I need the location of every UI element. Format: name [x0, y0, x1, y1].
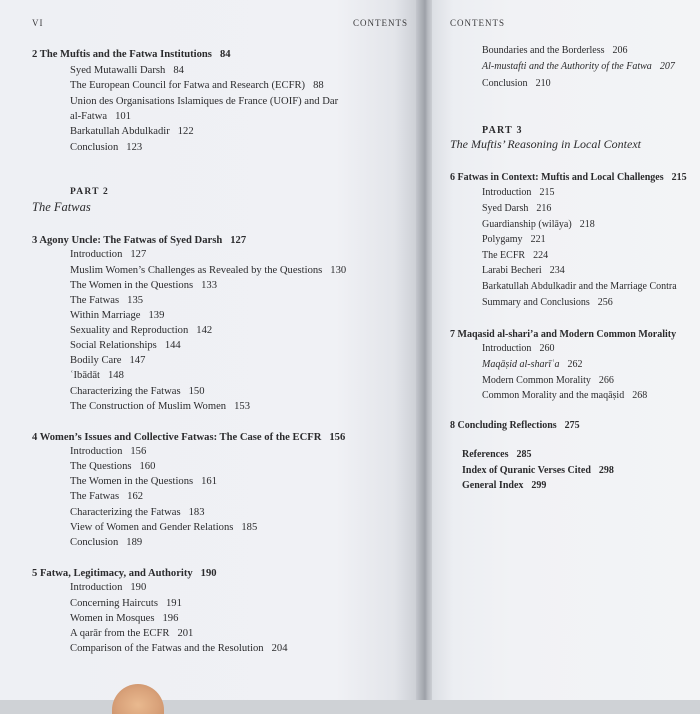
running-head-right: CONTENTS [450, 18, 505, 28]
part-2-label: PART 2 [70, 187, 109, 197]
toc-entry: Comparison of the Fatwas and the Resolution 204 [70, 643, 288, 654]
chapter-2-heading: 2 The Muftis and the Fatwa Institutions 84 [32, 49, 231, 60]
toc-entry: Concerning Haircuts 191 [70, 598, 182, 609]
toc-entry: The Women in the Questions 161 [70, 476, 218, 487]
toc-entry: The Fatwas 135 [70, 295, 144, 306]
toc-entry: The Construction of Muslim Women 153 [70, 401, 250, 412]
toc-entry: Conclusion 189 [70, 537, 143, 548]
toc-entry: Common Morality and the maqāṣid 268 [482, 390, 648, 401]
toc-entry: A qarār from the ECFR 201 [70, 628, 194, 639]
toc-entry: Guardianship (wilāya) 218 [482, 219, 595, 230]
running-head-left: CONTENTS [353, 18, 408, 28]
toc-entry: View of Women and Gender Relations 185 [70, 522, 258, 533]
toc-entry: Muslim Women’s Challenges as Revealed by the Questions 130 [70, 265, 347, 276]
part-2-title: The Fatwas [32, 200, 91, 214]
toc-entry: ʿIbādāt 148 [70, 370, 124, 381]
toc-entry: al-Fatwa 101 [70, 111, 131, 122]
backmatter-entry: Index of Quranic Verses Cited 298 [462, 465, 614, 476]
toc-entry: Larabi Becheri 234 [482, 265, 565, 276]
toc-entry: Sexuality and Reproduction 142 [70, 325, 213, 336]
toc-entry: Modern Common Morality 266 [482, 375, 614, 386]
toc-entry: Introduction 127 [70, 249, 147, 260]
backmatter-entry: References 285 [462, 449, 532, 460]
toc-entry: Introduction 215 [482, 187, 555, 198]
toc-entry: Barkatullah Abdulkadir and the Marriage Contra [482, 281, 677, 292]
right-page [432, 0, 700, 700]
toc-entry: Al-mustafti and the Authority of the Fatwa 207 [482, 61, 675, 72]
toc-entry: Boundaries and the Borderless 206 [482, 45, 628, 56]
toc-entry: Social Relationships 144 [70, 340, 181, 351]
toc-entry: Within Marriage 139 [70, 310, 165, 321]
toc-entry: The European Council for Fatwa and Research (ECFR) 88 [70, 80, 324, 91]
toc-entry: Polygamy 221 [482, 234, 546, 245]
chapter-8-heading: 8 Concluding Reflections 275 [450, 420, 580, 431]
chapter-3-heading: 3 Agony Uncle: The Fatwas of Syed Darsh 127 [32, 235, 247, 246]
toc-entry: Barkatullah Abdulkadir 122 [70, 126, 194, 137]
toc-entry: Introduction 260 [482, 343, 555, 354]
toc-entry: Women in Mosques 196 [70, 613, 179, 624]
toc-entry: Characterizing the Fatwas 183 [70, 507, 205, 518]
backmatter-entry: General Index 299 [462, 480, 547, 491]
part-3-title: The Muftis’ Reasoning in Local Context [450, 137, 641, 151]
toc-entry: Summary and Conclusions 256 [482, 297, 613, 308]
chapter-7-heading: 7 Maqasid al-shari’a and Modern Common Morality [450, 329, 677, 340]
toc-entry: Characterizing the Fatwas 150 [70, 386, 205, 397]
toc-entry: The Women in the Questions 133 [70, 280, 218, 291]
toc-entry: Conclusion 123 [70, 142, 143, 153]
toc-entry: Maqāṣid al-sharīʿa 262 [482, 359, 583, 370]
part-3-label: PART 3 [482, 125, 523, 136]
chapter-5-heading: 5 Fatwa, Legitimacy, and Authority 190 [32, 568, 217, 579]
toc-entry: The ECFR 224 [482, 250, 549, 261]
toc-entry: Introduction 190 [70, 582, 147, 593]
toc-entry: Syed Mutawalli Darsh 84 [70, 65, 184, 76]
toc-entry: Syed Darsh 216 [482, 203, 552, 214]
toc-entry: Union des Organisations Islamiques de France (UOIF) and Dar [70, 96, 339, 107]
folio: VI [32, 18, 44, 28]
toc-entry: Bodily Care 147 [70, 355, 146, 366]
toc-entry: The Questions 160 [70, 461, 156, 472]
toc-entry: The Fatwas 162 [70, 491, 144, 502]
chapter-4-heading: 4 Women’s Issues and Collective Fatwas: The Case of the ECFR 156 [32, 432, 346, 443]
toc-entry: Conclusion 210 [482, 78, 551, 89]
toc-entry: Introduction 156 [70, 446, 147, 457]
chapter-6-heading: 6 Fatwas in Context: Muftis and Local Challenges 215 [450, 172, 687, 183]
